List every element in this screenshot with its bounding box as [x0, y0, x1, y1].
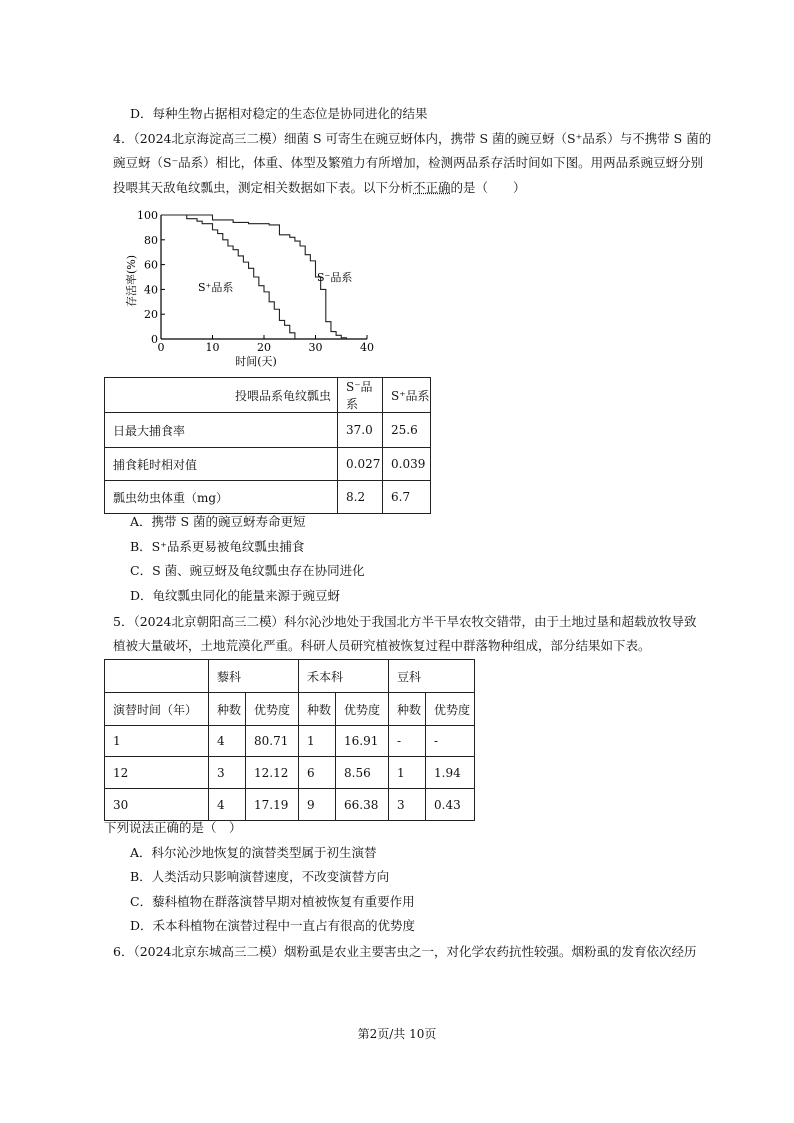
y-tick-label: 60: [144, 258, 158, 272]
table-row: [105, 726, 475, 757]
table-row: [105, 448, 431, 481]
table-cell: 12.12: [246, 757, 299, 789]
table-corner-cell: [105, 660, 209, 693]
table-cell: 37.0: [338, 413, 383, 448]
table-cell: 捕食耗时相对值: [105, 448, 338, 481]
x-tick-label: 30: [308, 341, 323, 354]
table-header-row: [105, 378, 431, 413]
table-family-cell: 豆科: [389, 660, 475, 693]
table-cell: 8.2: [338, 481, 383, 514]
table-cell: 9: [299, 789, 336, 821]
table-header-cell: 种数: [299, 693, 336, 726]
table-cell: 1.94: [426, 757, 475, 789]
q5-option-d: D．禾本科植物在演替过程中一直占有很高的优势度: [130, 918, 416, 933]
x-axis-label: 时间(天): [235, 355, 277, 368]
q4-stem-text: 投喂其天敌龟纹瓢虫，测定相关数据如下表。以下分析: [113, 180, 414, 195]
x-tick-label: 20: [257, 341, 271, 354]
table-cell: 66.38: [336, 789, 389, 821]
q5-data-table: [104, 659, 475, 821]
series-label-s-plus: S⁺品系: [198, 281, 234, 294]
y-tick-label: 80: [144, 233, 158, 247]
table-cell: 25.6: [383, 413, 431, 448]
table-header-cell: 演替时间（年）: [105, 693, 209, 726]
q4-option-c: C．S 菌、豌豆蚜及龟纹瓢虫存在协同进化: [130, 563, 365, 578]
q4-option-d: D．龟纹瓢虫同化的能量来源于豌豆蚜: [130, 588, 341, 603]
table-header-cell: 优势度: [336, 693, 389, 726]
series-line-s-plus: [161, 215, 295, 339]
table-cell: 4: [209, 789, 246, 821]
page-number: 第2页/共 10页: [357, 1027, 437, 1041]
q6-stem-line1: 6．（2024北京东城高三二模）烟粉虱是农业主要害虫之一，对化学农药抗性较强。烟粉虱的发育依次经历: [113, 944, 697, 959]
table-cell: -: [426, 726, 475, 757]
table-cell: 17.19: [246, 789, 299, 821]
table-cell: 瓢虫幼虫体重（mg）: [105, 481, 338, 514]
table-header-cell: S⁺品系: [383, 378, 431, 413]
table-cell: 3: [209, 757, 246, 789]
table-subheader-row: [105, 693, 475, 726]
table-header-cell: 优势度: [246, 693, 299, 726]
table-row: [105, 757, 475, 789]
q4-stem-line1: 4．（2024北京海淀高三二模）细菌 S 可寄生在豌豆蚜体内，携带 S 菌的豌豆蚜（S⁺品系）与不携带 S 菌的: [113, 131, 712, 146]
table-family-row: [105, 660, 475, 693]
q5-option-b: B．人类活动只影响演替速度，不改变演替方向: [130, 869, 390, 884]
table-cell: 3: [389, 789, 426, 821]
series-label-s-minus: S⁻品系: [317, 271, 353, 284]
q5-option-a: A．科尔沁沙地恢复的演替类型属于初生演替: [130, 845, 377, 860]
table-cell: 30: [105, 789, 209, 821]
table-cell: 16.91: [336, 726, 389, 757]
table-cell: 12: [105, 757, 209, 789]
q5-option-c: C．藜科植物在群落演替早期对植被恢复有重要作用: [130, 894, 415, 909]
y-tick-label: 40: [144, 283, 158, 297]
y-tick-label: 100: [137, 209, 158, 222]
table-cell: 80.71: [246, 726, 299, 757]
table-cell: -: [389, 726, 426, 757]
x-tick-label: 0: [157, 341, 165, 354]
y-axis-label: 存活率(%): [125, 254, 138, 308]
q4-option-a: A．携带 S 菌的豌豆蚜寿命更短: [130, 514, 306, 529]
table-cell: 0.43: [426, 789, 475, 821]
table-cell: 1: [299, 726, 336, 757]
q5-stem-line2: 植被大量破坏，土地荒漠化严重。科研人员研究植被恢复过程中群落物种组成，部分结果如下表。: [113, 638, 651, 653]
table-cell: 0.039: [383, 448, 431, 481]
table-cell: 1: [105, 726, 209, 757]
table-header-cell: 投喂品系龟纹瓢虫: [105, 378, 338, 413]
table-family-cell: 藜科: [209, 660, 299, 693]
table-row: [105, 789, 475, 821]
table-header-cell: 种数: [209, 693, 246, 726]
q5-stem-line1: 5．（2024北京朝阳高三二模）科尔沁沙地处于我国北方半干旱农牧交错带，由于土地过垦和超载放牧导致: [113, 614, 697, 629]
table-cell: 6.7: [383, 481, 431, 514]
table-cell: 1: [389, 757, 426, 789]
table-row: [105, 481, 431, 514]
x-tick-label: 10: [205, 341, 220, 354]
y-tick-label: 0: [151, 333, 158, 346]
q4-stem-line2: 豌豆蚜（S⁻品系）相比，体重、体型及繁殖力有所增加，检测两品系存活时间如下图。用两品系豌豆蚜分别: [113, 155, 704, 170]
table-family-cell: 禾本科: [299, 660, 389, 693]
q5-question: 下列说法正确的是（ ）: [104, 820, 242, 835]
table-cell: 6: [299, 757, 336, 789]
q4-data-table: [104, 377, 431, 514]
x-tick-label: 40: [360, 341, 374, 354]
table-row: [105, 413, 431, 448]
q4-emphasis: 不正确: [413, 180, 451, 195]
table-header-cell: S⁻品系: [338, 378, 383, 413]
q4-stem-line3: [113, 180, 526, 196]
q3-option-d: D．每种生物占据相对稳定的生态位是协同进化的结果: [130, 106, 428, 121]
table-cell: 8.56: [336, 757, 389, 789]
q4-option-b: B．S⁺品系更易被龟纹瓢虫捕食: [130, 539, 305, 554]
table-cell: 日最大捕食率: [105, 413, 338, 448]
table-header-cell: 优势度: [426, 693, 475, 726]
table-header-cell: 种数: [389, 693, 426, 726]
table-cell: 4: [209, 726, 246, 757]
y-tick-label: 20: [144, 308, 158, 322]
q4-stem-tail: 的是（ ）: [450, 180, 526, 195]
survival-chart: [108, 203, 383, 368]
table-cell: 0.027: [338, 448, 383, 481]
